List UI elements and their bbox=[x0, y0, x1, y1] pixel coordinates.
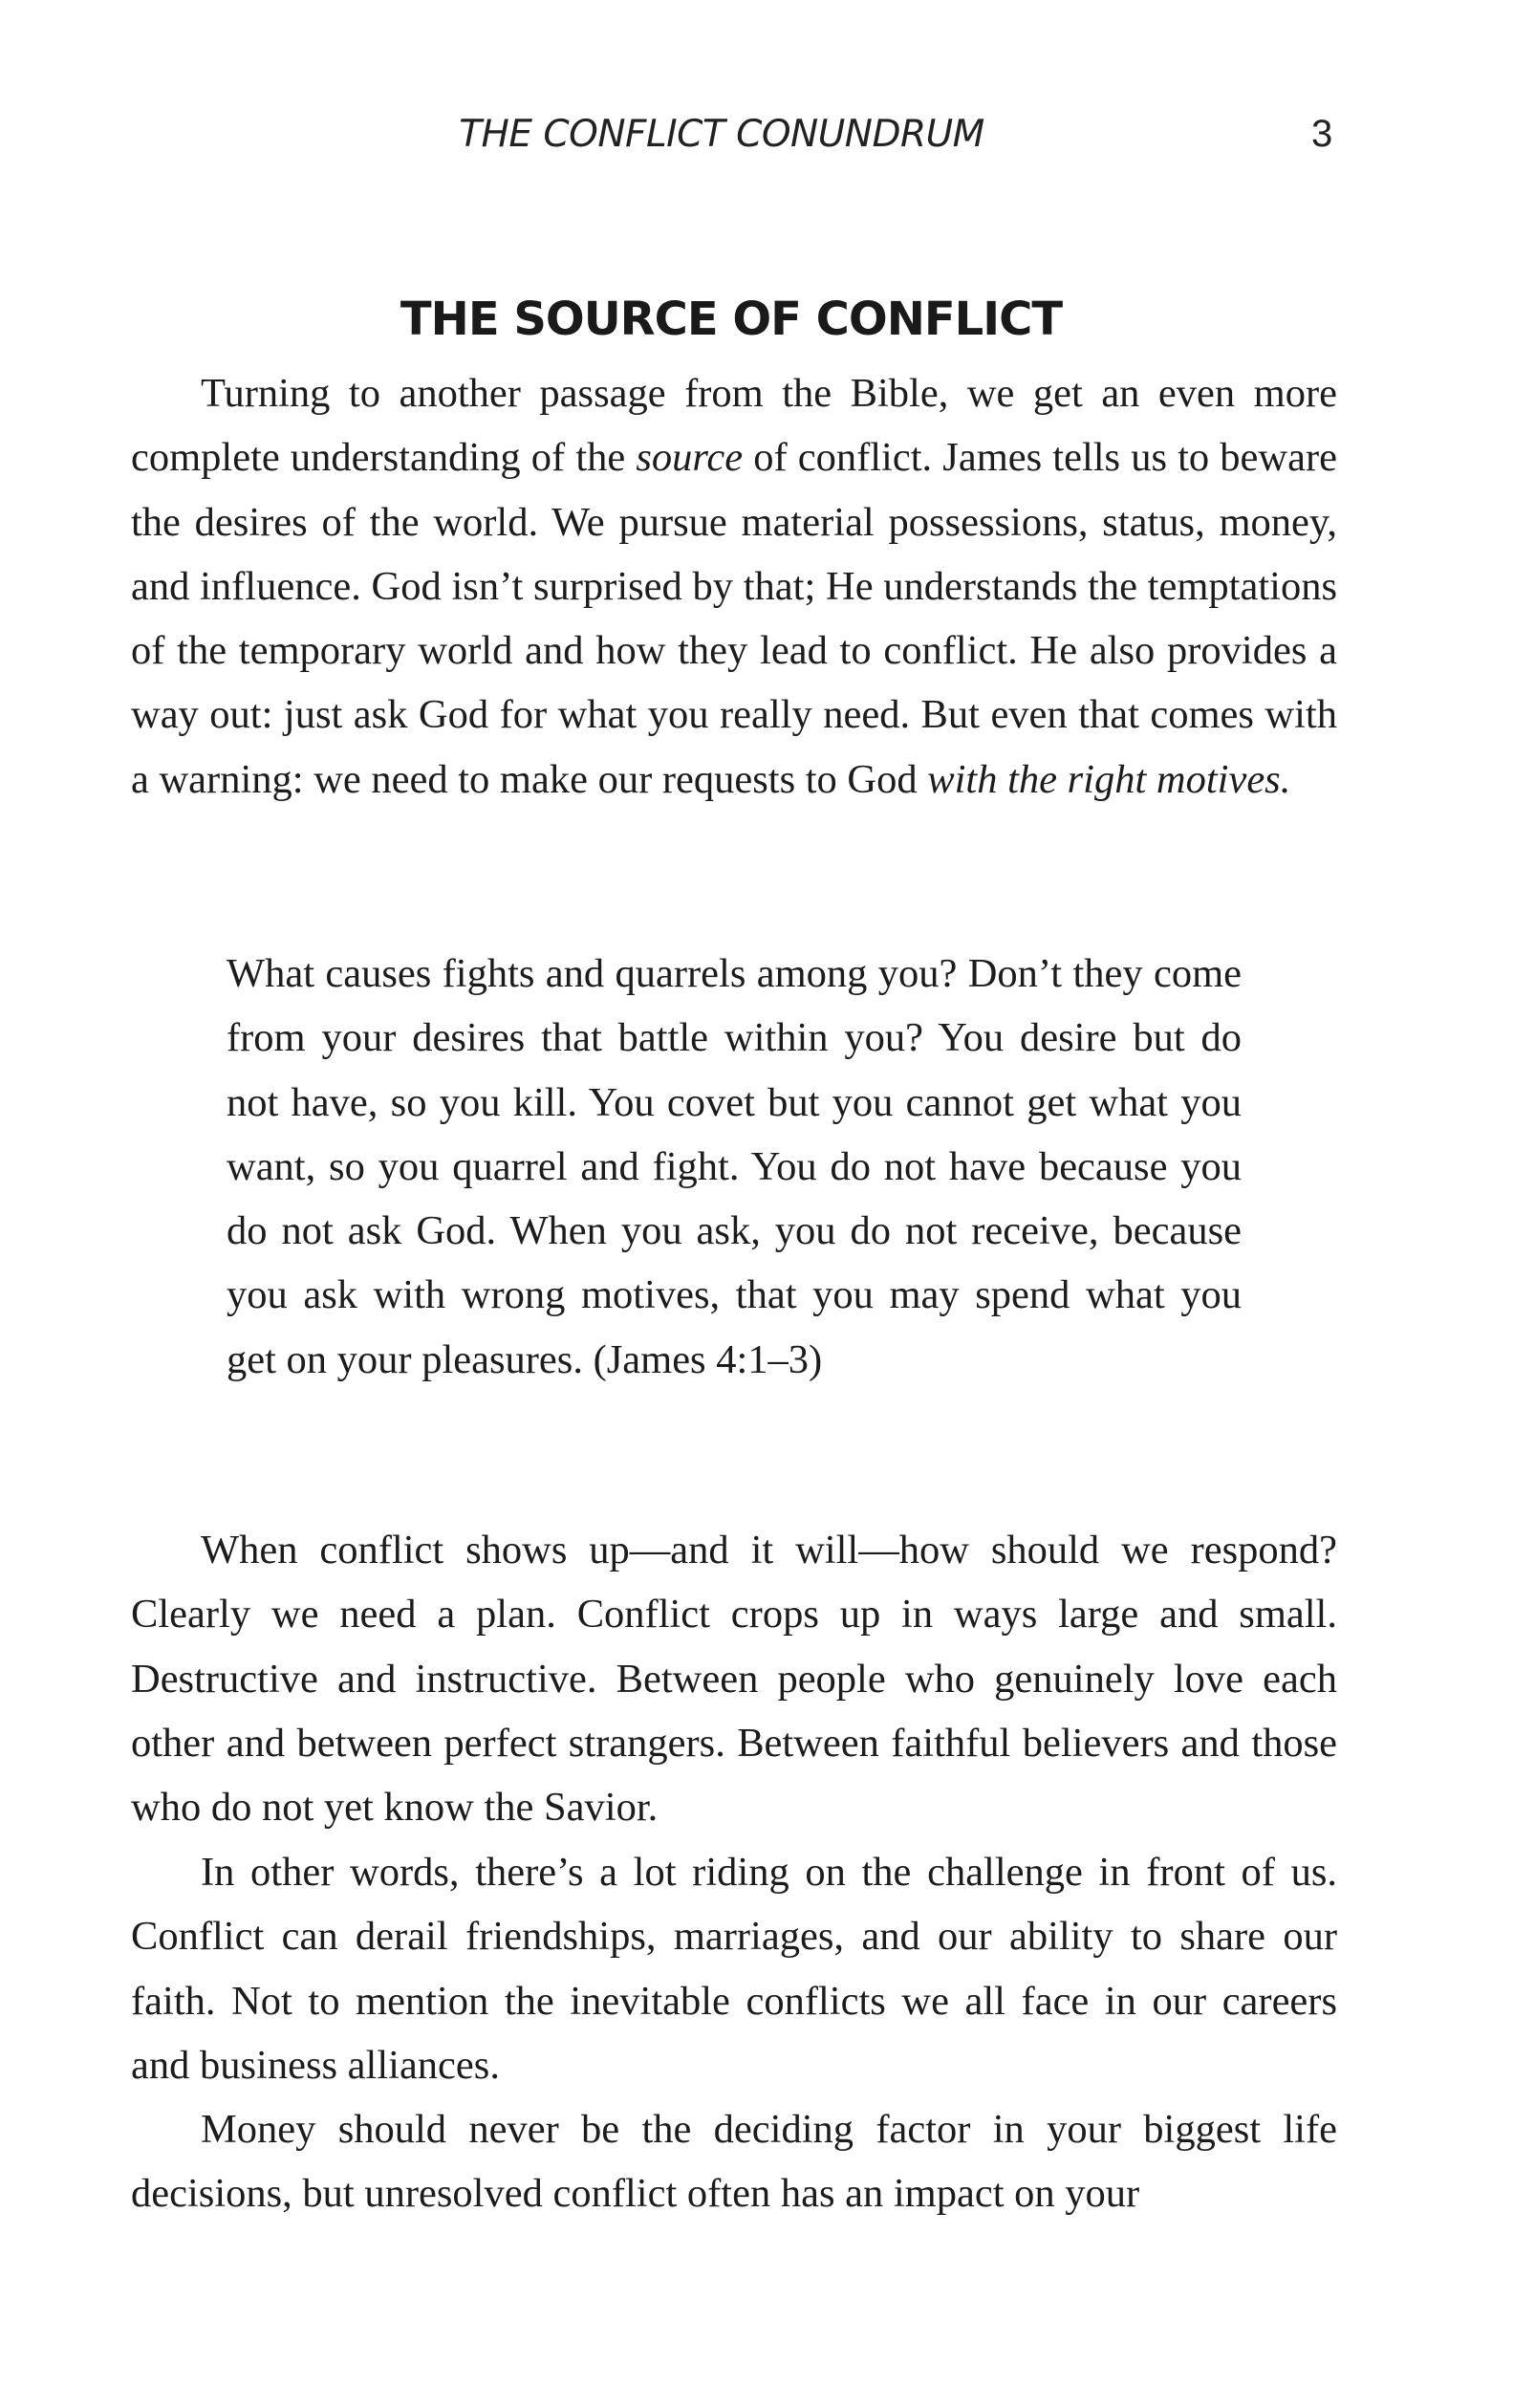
scripture-quote: What causes fights and quarrels among you? Don’t they come from your desires that battle within you? You desire but do not have, so you kill. You covet but you cannot get what you want, so you quarrel and fight. You do not have because you do not ask God. When you ask, you do not receive, because you ask with wrong motives, that you may spend what you get on your pleasures. (James 4:1–3) bbox=[227, 951, 1242, 1382]
emphasis-text: with the right motives. bbox=[927, 756, 1291, 802]
running-head bbox=[0, 113, 1513, 170]
paragraph-text: Turning to another passage from the Bible, we get an even more complete understanding of the bbox=[131, 371, 1337, 481]
running-head-title: THE CONFLICT CONUNDRUM bbox=[459, 113, 984, 156]
page-number: 3 bbox=[1311, 113, 1333, 155]
body-paragraph: In other words, there’s a lot riding on the challenge in front of us. Conflict can derail friendships, marriages, and our ability to share our faith. Not to mention the inevitable conflicts we all face in our careers and business alliances. bbox=[131, 1850, 1337, 2088]
body-paragraph bbox=[131, 361, 1337, 812]
emphasis-text: source bbox=[636, 435, 744, 481]
paragraph-text: of conflict. James tells us to beware the desires of the world. We pursue material possessions, status, money, and influence. God isn’t surprised by that; He understands the temptations of the temporary world and how they lead to conflict. He also provides a way out: just ask God for what you really need. But even that comes with a warning: we need to make our requests to God bbox=[131, 435, 1337, 802]
body-paragraph: Money should never be the deciding factor in your biggest life decisions, but unresolved conflict often has an impact on your bbox=[131, 2107, 1337, 2217]
body-paragraph: When conflict shows up—and it will—how should we respond? Clearly we need a plan. Conflict crops up in ways large and small. Destructive and instructive. Between people who genuinely love each other and between perfect strangers. Between faithful believers and those who do not yet know the Savior. bbox=[131, 1528, 1337, 1831]
section-heading: THE SOURCE OF CONFLICT bbox=[400, 293, 1063, 346]
